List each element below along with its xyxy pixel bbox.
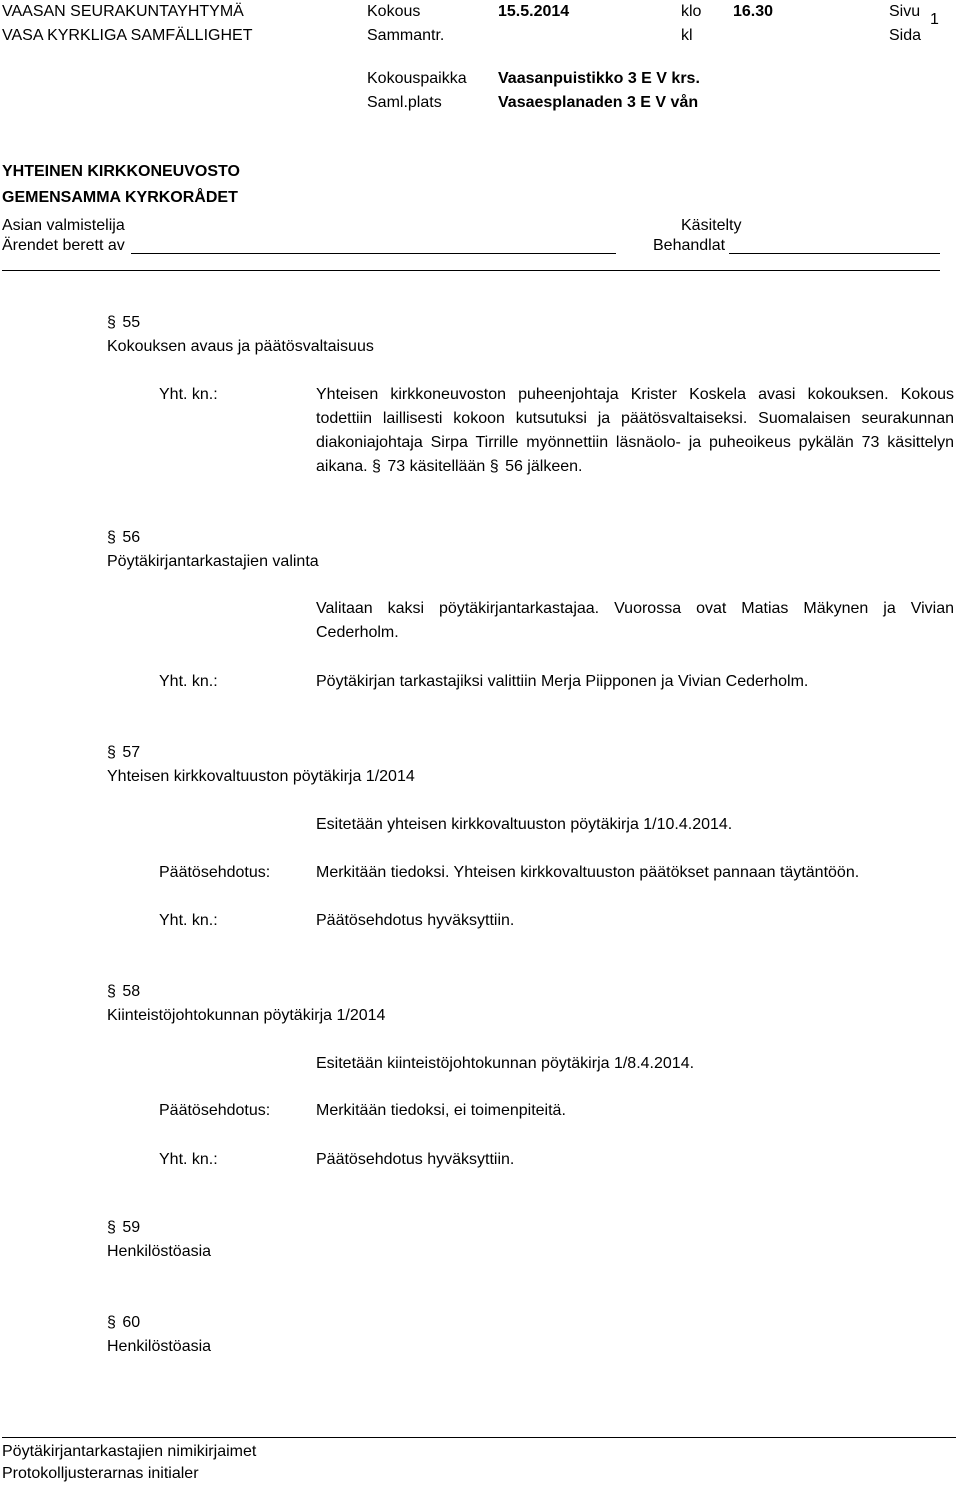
org-name-sv: VASA KYRKLIGA SAMFÄLLIGHET — [2, 27, 253, 44]
section-sign-icon: § — [107, 744, 116, 761]
handled-label-sv: Behandlat — [653, 237, 726, 254]
prepared-underline — [131, 253, 616, 254]
section-decision: Pöytäkirjan tarkastajiksi valittiin Merja Piipponen ja Vivian Cederholm. — [316, 673, 809, 690]
section-decision: Yhteisen kirkkoneuvoston puheenjohtaja Krister Koskela avasi kokouksen. Kokous todettiin laillisesti kokoon kutsutuksi ja päätösvaltaiseksi. Suomalaisen seurakunnan diakoniajohtaja Sirpa Tirrille myönnettiin läsnäolo- ja puheoikeus pykälän 73 käsittelyn aikana. § 73 käsitellään § 56 jälkeen. — [316, 386, 954, 475]
section-number: § 55 — [107, 314, 141, 331]
yht-kn-label: Yht. kn.: — [159, 912, 218, 929]
section-sign-icon: § — [489, 458, 499, 475]
klo-label-sv: kl — [681, 27, 693, 44]
section-number: § 59 — [107, 1219, 141, 1236]
section-proposal: Merkitään tiedoksi. Yhteisen kirkkovaltuuston päätökset pannaan täytäntöön. — [316, 864, 860, 881]
handled-label-fi: Käsitelty — [681, 217, 742, 234]
footer-initials-fi: Pöytäkirjantarkastajien nimikirjaimet — [2, 1443, 257, 1460]
yht-kn-label: Yht. kn.: — [159, 673, 218, 690]
yht-kn-label: Yht. kn.: — [159, 386, 218, 403]
section-number: § 60 — [107, 1314, 141, 1331]
header-divider — [2, 270, 940, 271]
org-name-fi: VAASAN SEURAKUNTAYHTYMÄ — [2, 3, 244, 20]
footer-divider — [2, 1437, 956, 1438]
section-number: § 57 — [107, 744, 141, 761]
place-sv: Vasaesplanaden 3 E V vån — [498, 94, 699, 111]
section-title: Kokouksen avaus ja päätösvaltaisuus — [107, 338, 374, 355]
meeting-time: 16.30 — [733, 3, 774, 20]
section-intro: Valitaan kaksi pöytäkirjantarkastajaa. Vuorossa ovat Matias Mäkynen ja Vivian Cederholm. — [316, 600, 954, 641]
proposal-label: Päätösehdotus: — [159, 1102, 271, 1119]
section-decision: Päätösehdotus hyväksyttiin. — [316, 912, 515, 929]
section-sign-icon: § — [107, 529, 116, 546]
section-title: Kiinteistöjohtokunnan pöytäkirja 1/2014 — [107, 1007, 386, 1024]
board-name-sv: GEMENSAMMA KYRKORÅDET — [2, 189, 238, 206]
place-fi: Vaasanpuistikko 3 E V krs. — [498, 70, 700, 87]
handled-underline — [729, 253, 940, 254]
board-name-fi: YHTEINEN KIRKKONEUVOSTO — [2, 163, 240, 180]
section-title: Henkilöstöasia — [107, 1338, 212, 1355]
meeting-label-fi: Kokous — [367, 3, 421, 20]
place-label-sv: Saml.plats — [367, 94, 442, 111]
section-number: § 56 — [107, 529, 141, 546]
section-title: Yhteisen kirkkovaltuuston pöytäkirja 1/2014 — [107, 768, 415, 785]
klo-label-fi: klo — [681, 3, 702, 20]
section-sign-icon: § — [107, 983, 116, 1000]
meeting-label-sv: Sammantr. — [367, 27, 445, 44]
page-label-fi: Sivu — [889, 3, 921, 20]
section-intro: Esitetään kiinteistöjohtokunnan pöytäkirja 1/8.4.2014. — [316, 1055, 695, 1072]
section-sign-icon: § — [107, 1219, 116, 1236]
meeting-date: 15.5.2014 — [498, 3, 570, 20]
prepared-label-sv: Ärendet berett av — [2, 237, 125, 254]
section-intro: Esitetään yhteisen kirkkovaltuuston pöytäkirja 1/10.4.2014. — [316, 816, 733, 833]
yht-kn-label: Yht. kn.: — [159, 1151, 218, 1168]
page-label-sv: Sida — [889, 27, 922, 44]
section-title: Henkilöstöasia — [107, 1243, 212, 1260]
section-decision: Päätösehdotus hyväksyttiin. — [316, 1151, 515, 1168]
section-sign-icon: § — [107, 314, 116, 331]
section-sign-icon: § — [107, 1314, 116, 1331]
section-title: Pöytäkirjantarkastajien valinta — [107, 553, 319, 570]
page-number: 1 — [930, 11, 939, 28]
place-label-fi: Kokouspaikka — [367, 70, 467, 87]
prepared-label-fi: Asian valmistelija — [2, 217, 125, 234]
section-number: § 58 — [107, 983, 141, 1000]
section-proposal: Merkitään tiedoksi, ei toimenpiteitä. — [316, 1102, 566, 1119]
footer-initials-sv: Protokolljusterarnas initialer — [2, 1465, 199, 1482]
section-sign-icon: § — [372, 458, 381, 475]
proposal-label: Päätösehdotus: — [159, 864, 271, 881]
